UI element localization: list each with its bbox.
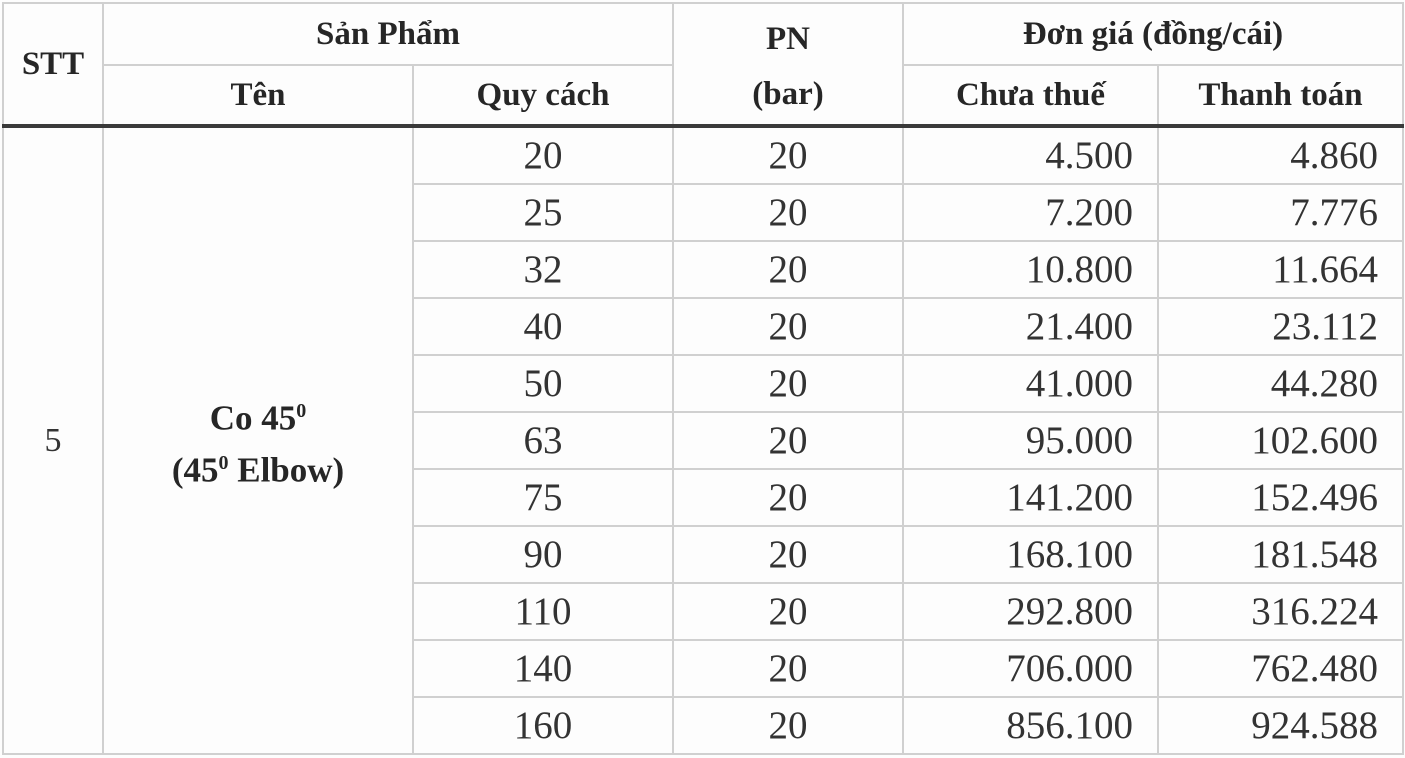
pre-tax-price-cell: 95.000 xyxy=(903,412,1158,469)
pn-cell: 20 xyxy=(673,184,903,241)
product-name-text: Co 45 xyxy=(209,398,297,438)
payment-price-cell: 316.224 xyxy=(1158,583,1403,640)
stt-cell: 5 xyxy=(3,126,103,754)
header-row-1 xyxy=(3,3,1403,65)
spec-cell: 140 xyxy=(413,640,673,697)
product-name-line2 xyxy=(104,441,412,493)
pre-tax-price-cell: 4.500 xyxy=(903,126,1158,184)
spec-cell: 32 xyxy=(413,241,673,298)
payment-price-cell: 152.496 xyxy=(1158,469,1403,526)
pre-tax-price-cell: 141.200 xyxy=(903,469,1158,526)
spec-header: Quy cách xyxy=(413,65,673,126)
spec-cell: 50 xyxy=(413,355,673,412)
table-row xyxy=(3,126,1403,184)
pre-tax-price-cell: 706.000 xyxy=(903,640,1158,697)
payment-price-cell: 4.860 xyxy=(1158,126,1403,184)
spec-cell: 75 xyxy=(413,469,673,526)
pn-cell: 20 xyxy=(673,469,903,526)
pn-cell: 20 xyxy=(673,640,903,697)
pn-cell: 20 xyxy=(673,241,903,298)
pn-cell: 20 xyxy=(673,583,903,640)
spec-cell: 25 xyxy=(413,184,673,241)
pn-cell: 20 xyxy=(673,412,903,469)
pn-header-line1: PN xyxy=(766,21,810,57)
spec-cell: 20 xyxy=(413,126,673,184)
payment-price-cell: 7.776 xyxy=(1158,184,1403,241)
pn-cell: 20 xyxy=(673,697,903,754)
pre-tax-price-cell: 7.200 xyxy=(903,184,1158,241)
spec-cell: 40 xyxy=(413,298,673,355)
pn-header xyxy=(673,3,903,126)
spec-cell: 110 xyxy=(413,583,673,640)
degree-superscript: 0 xyxy=(296,399,307,422)
product-name-en-open: (45 xyxy=(171,450,219,490)
product-name-cell xyxy=(103,126,413,754)
product-name-line1 xyxy=(104,389,412,441)
payment-header: Thanh toán xyxy=(1158,65,1403,126)
payment-price-cell: 762.480 xyxy=(1158,640,1403,697)
spec-cell: 90 xyxy=(413,526,673,583)
degree-superscript: 0 xyxy=(218,451,229,474)
pn-header-line2: (bar) xyxy=(752,76,824,112)
stt-header: STT xyxy=(3,3,103,126)
pre-tax-price-cell: 292.800 xyxy=(903,583,1158,640)
pn-cell: 20 xyxy=(673,526,903,583)
pre-tax-price-cell: 21.400 xyxy=(903,298,1158,355)
product-name-en-rest: Elbow) xyxy=(228,450,345,490)
payment-price-cell: 23.112 xyxy=(1158,298,1403,355)
pn-cell: 20 xyxy=(673,355,903,412)
payment-price-cell: 11.664 xyxy=(1158,241,1403,298)
pre-tax-price-cell: 168.100 xyxy=(903,526,1158,583)
pre-tax-header: Chưa thuế xyxy=(903,65,1158,126)
price-table xyxy=(2,2,1404,755)
pre-tax-price-cell: 41.000 xyxy=(903,355,1158,412)
payment-price-cell: 44.280 xyxy=(1158,355,1403,412)
pre-tax-price-cell: 856.100 xyxy=(903,697,1158,754)
spec-cell: 63 xyxy=(413,412,673,469)
spec-cell: 160 xyxy=(413,697,673,754)
pre-tax-price-cell: 10.800 xyxy=(903,241,1158,298)
product-header: Sản Phẩm xyxy=(103,3,673,65)
unit-price-header: Đơn giá (đồng/cái) xyxy=(903,3,1403,65)
pn-cell: 20 xyxy=(673,298,903,355)
table-body xyxy=(3,126,1403,754)
name-header: Tên xyxy=(103,65,413,126)
payment-price-cell: 924.588 xyxy=(1158,697,1403,754)
payment-price-cell: 102.600 xyxy=(1158,412,1403,469)
payment-price-cell: 181.548 xyxy=(1158,526,1403,583)
pn-cell: 20 xyxy=(673,126,903,184)
